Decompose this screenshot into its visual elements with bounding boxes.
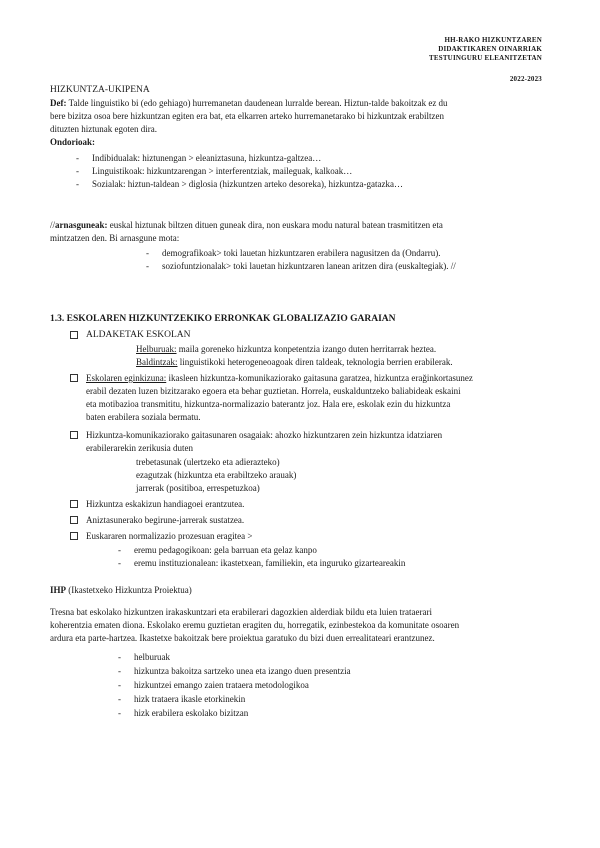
dash-bullet: - <box>118 558 121 568</box>
definition-line-1 <box>50 97 448 109</box>
arnasgune-prefix: // <box>50 220 56 230</box>
ihp-item: helburuak <box>134 652 170 662</box>
arnasgune-item: soziofuntzionalak> toki lauetan hizkuntzaren lanean aritzen dira (euskaltegiak). // <box>162 261 456 271</box>
dash-bullet: - <box>76 166 79 176</box>
eginkizuna-label: Eskolaren eginkizuna: <box>86 373 167 383</box>
checkbox[interactable] <box>70 516 78 524</box>
baldintzak-label: Baldintzak: <box>136 357 178 367</box>
eginkizuna-text-1: ikasleen hizkuntza-komunikaziorako gaitasuna garatzea, hizkuntza erağinkortasunez <box>168 373 473 383</box>
arnasgune-label: arnasguneak: <box>55 220 108 230</box>
eginkizuna-line-4: baten erabilera soziala bermatu. <box>86 412 201 422</box>
section-title: HIZKUNTZA-UKIPENA <box>50 85 150 95</box>
ihp-item: hizk trataera ikasle etorkinekin <box>134 694 246 704</box>
ihp-item: hizkuntza bakoitza sartzeko unea eta izango duen presentzia <box>134 666 351 676</box>
dash-bullet: - <box>76 179 79 189</box>
ihp-item: hizk erabilera eskolako bizitzan <box>134 708 249 718</box>
arnasgune-item: demografikoak> toki lauetan hizkuntzaren erabilera nagusitzen da (Ondarru). <box>162 248 441 258</box>
ihp-title: (Ikastetxeko Hizkuntza Proiektua) <box>68 585 192 595</box>
arnasgune-line-2: mintzatzen den. Bi arnasgune mota: <box>50 233 180 243</box>
baldintzak-text: linguistikoki heterogeneoagoak diren taldeak, teknologia berrien erabilerak. <box>179 357 453 367</box>
definition-line-3: dituzten hiztunak egoten dira. <box>50 124 157 134</box>
aldaketak-label: ALDAKETAK ESKOLAN <box>86 330 191 340</box>
euskara-label: Euskararen normalizazio prozesuan eragitea > <box>86 531 253 541</box>
section-1-3-heading <box>50 313 396 325</box>
ondorioak-label: Ondorioak: <box>50 137 96 147</box>
arnasgune-line-1 <box>50 219 443 231</box>
dash-bullet: - <box>118 680 121 690</box>
helburuak-text: maila goreneko hizkuntza konpetentzia izango duten herritarrak heztea. <box>178 344 437 354</box>
checkbox[interactable] <box>70 431 78 439</box>
ihp-line-2: koherentzia ematen diona. Eskolako eremu guztietan eragiten du, horregatik, ezinbestekoa da komunitate osoaren <box>50 620 460 630</box>
gaitasuna-line-2: erabilerarekin zerikusia duten <box>86 443 193 453</box>
ondorio-item: Indibidualak: hiztunengan > eleaniztasuna, hizkuntza-galtzea… <box>92 153 322 163</box>
header-line-3: TESTUINGURU ELEANITZETAN <box>428 54 542 62</box>
dash-bullet: - <box>76 153 79 163</box>
def-label: Def: <box>50 98 67 108</box>
section-title-1-3: ESKOLAREN HIZKUNTZEKIKO ERRONKAK GLOBALIZAZIO GARAIAN <box>66 314 396 324</box>
gaitasuna-item: jarrerak (positiboa, errespetuzkoa) <box>136 483 260 493</box>
eginkizuna-line-3: eta motibazioa transmititu, hizkuntza-normalizazio baterantz joz. Hala ere, eskolak ezin du hizkuntza <box>86 399 451 409</box>
checkbox-item: Aniztasunerako begirune-jarrerak sustatzea. <box>86 515 245 525</box>
dash-bullet: - <box>146 248 149 258</box>
ihp-label: IHP <box>50 585 67 595</box>
helburuak-line <box>136 343 436 355</box>
dash-bullet: - <box>146 261 149 271</box>
helburuak-label: Helburuak: <box>136 344 177 354</box>
dash-bullet: - <box>118 545 121 555</box>
header-year: 2022-2023 <box>509 75 542 83</box>
section-number: 1.3. <box>50 314 65 324</box>
euskara-item: eremu instituzionalean: ikastetxean, familiekin, eta inguruko gizarteareakin <box>134 558 406 568</box>
gaitasuna-line-1: Hizkuntza-komunikaziorako gaitasunaren osagaiak: ahozko hizkuntzaren zein hizkuntza idatziaren <box>86 430 443 440</box>
checkbox[interactable] <box>70 374 78 382</box>
gaitasuna-item: trebetasunak (ulertzeko eta adierazteko) <box>136 457 280 467</box>
euskara-item: eremu pedagogikoan: gela barruan eta gelaz kanpo <box>134 545 317 555</box>
dash-bullet: - <box>118 666 121 676</box>
ondorio-item: Linguistikoak: hizkuntzarengan > interferentziak, maileguak, kalkoak… <box>92 166 353 176</box>
baldintzak-line <box>136 356 453 368</box>
gaitasuna-item: ezagutzak (hizkuntza eta erabiltzeko arauak) <box>136 470 297 480</box>
arnasgune-text-1: euskal hiztunak biltzen dituen guneak dira, non euskara modu natural batean trasmititzen eta <box>109 220 443 230</box>
ihp-line-1: Tresna bat eskolako hizkuntzen irakaskuntzari eta erabilerari dagozkien alderdiak bildu eta luien trataerari <box>50 607 433 617</box>
eginkizuna-line-1 <box>86 372 473 384</box>
ihp-heading <box>50 584 192 596</box>
checkbox-item: Hizkuntza eskakizun handiagoei erantzutea. <box>86 499 245 509</box>
dash-bullet: - <box>118 694 121 704</box>
ihp-line-3: ardura eta parte-hartzea. Ikastetxe bakoitzak bere proiektua garatuko du bizi duen errealitateari erantzunez. <box>50 633 435 643</box>
header-line-1: HH-RAKO HIZKUNTZAREN <box>444 36 542 44</box>
dash-bullet: - <box>118 652 121 662</box>
checkbox[interactable] <box>70 500 78 508</box>
definition-line-2: bere bizitza osoa bere hizkuntzan egiten era bat, eta elkarren arteko hurremanetarako bi hizkuntzak erabiltzen <box>50 111 445 121</box>
header-line-2: DIDAKTIKAREN OINARRIAK <box>438 45 542 53</box>
eginkizuna-line-2: erabil dezaten luzen bizitzarako egoera eta behar guztietan. Horrela, euskalduntzeko baliabideak eskaini <box>86 386 461 396</box>
dash-bullet: - <box>118 708 121 718</box>
ondorio-item: Sozialak: hiztun-taldean > diglosia (hizkuntzen arteko desoreka), hizkuntza-gatazka… <box>92 179 403 189</box>
checkbox[interactable] <box>70 532 78 540</box>
checkbox[interactable] <box>70 331 78 339</box>
def-text-1: Talde linguistiko bi (edo gehiago) hurremanetan daudenean lurralde berean. Hiztun-talde bakoitzak ez du <box>68 98 448 108</box>
ihp-item: hizkuntzei emango zaien trataera metodologikoa <box>134 680 309 690</box>
